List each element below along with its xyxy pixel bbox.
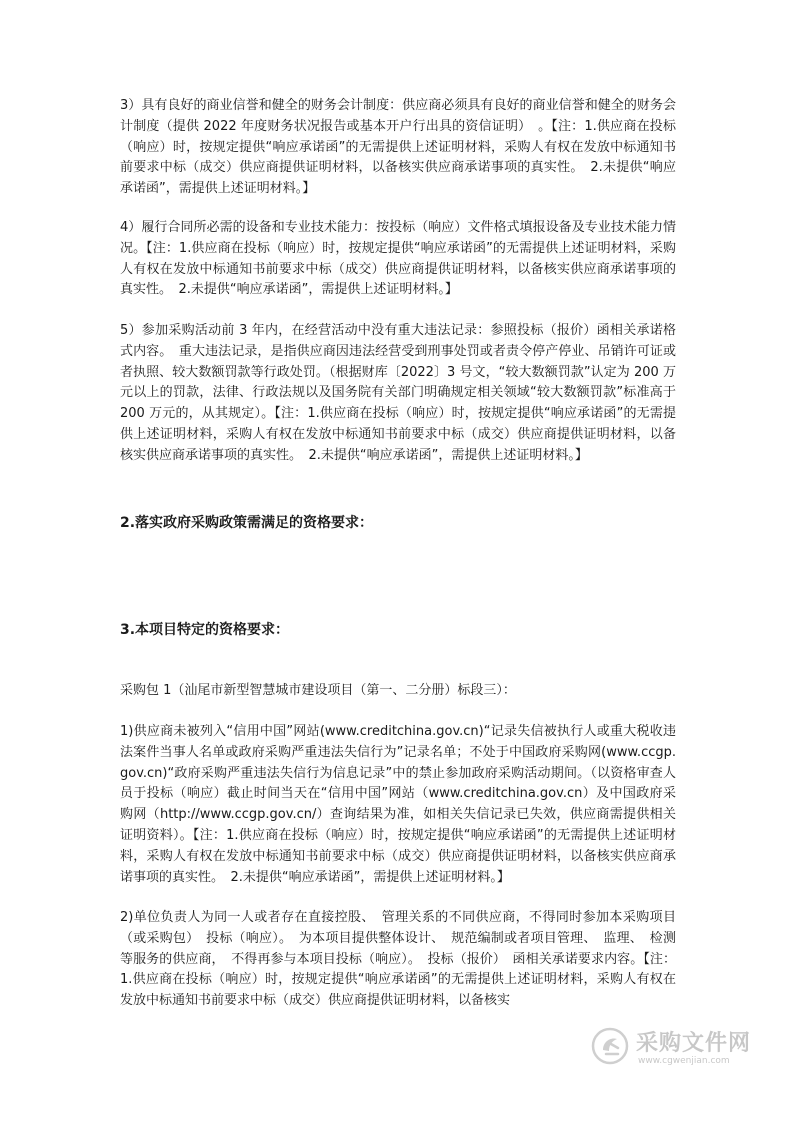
heading-policy-requirements: 2.落实政府采购政策需满足的资格要求： bbox=[120, 515, 374, 531]
requirement-item-credit: 1)供应商未被列入“信用中国”网站(www.creditchina.gov.cn)“记录失信被执行人或重大税收违法案件当事人名单或政府采购严重违法失信行为”记录名单；不处于中国政府采购网(www.ccgp.gov.cn)“政府采购严重违法失信行为信息记录”中的禁止参加政府采购活动期间。（以资格审查人员于投标（响应）截止时间当天在“信用中国”网站（www.creditchina.gov.cn）及中国政府采购网（http://www.ccgp.gov.cn/）查询结果为准，如相关失信记录已失效，供应商需提供相关证明资料）。【注：1.供应商在投标（响应）时，按规定提供“响应承诺函”的无需提供上述证明材料，采购人有权在发放中标通知书前要求中标（成交）供应商提供证明材料，以备核实供应商承诺事项的真实性。 2.未提供“响应承诺函”，需提供上述证明材料。】 bbox=[120, 724, 676, 885]
paragraph-no-violation-record: 5）参加采购活动前 3 年内，在经营活动中没有重大违法记录：参照投标（报价）函相关承诺格式内容。 重大违法记录，是指供应商因违法经营受到刑事处罚或者责令停产停业、吊销许可证或者执照、较大数额罚款等行政处罚。（根据财库〔2022〕3 号文，“较大数额罚款”认定为 200 万元以上的罚款，法律、行政法规以及国务院有关部门明确规定相关领域“较大数额罚款”标准高于 200 万元的，从其规定）。【注：1.供应商在投标（响应）时，按规定提供“响应承诺函”的无需提供上述证明材料，采购人有权在发放中标通知书前要求中标（成交）供应商提供证明材料，以备核实供应商承诺事项的真实性。 2.未提供“响应承诺函”，需提供上述证明材料。】 bbox=[120, 323, 676, 463]
watermark-url: www.cgwenjian.com bbox=[638, 1056, 730, 1066]
paragraph-financial-system: 3）具有良好的商业信誉和健全的财务会计制度：供应商必须具有良好的商业信誉和健全的财务会计制度（提供 2022 年度财务状况报告或基本开户行出具的资信证明） 。【注：1.供应商在投标（响应）时，按规定提供“响应承诺函”的无需提供上述证明材料，采购人有权在发放中标通知书前要求中标（成交）供应商提供证明材料，以备核实供应商承诺事项的真实性。 2.未提供“响应承诺函”，需提供上述证明材料。】 bbox=[120, 98, 676, 197]
requirement-item-affiliation: 2)单位负责人为同一人或者存在直接控股、 管理关系的不同供应商，不得同时参加本采购项目（或采购包） 投标（响应）。 为本项目提供整体设计、 规范编制或者项目管理、 监理、 检测等服务的供应商， 不得再参与本项目投标（响应）。 投标（报价） 函相关承诺要求内容。【注：1.供应商在投标（响应）时，按规定提供“响应承诺函”的无需提供上述证明材料，采购人有权在发放中标通知书前要求中标（成交）供应商提供证明材料，以备核实 bbox=[120, 910, 676, 1009]
heading-project-requirements: 3.本项目特定的资格要求： bbox=[120, 622, 290, 638]
watermark-title: 采购文件网 bbox=[636, 1031, 752, 1056]
package-title: 采购包 1（汕尾市新型智慧城市建设项目（第一、二分册）标段三）： bbox=[120, 683, 516, 698]
watermark-logo-icon bbox=[590, 1026, 630, 1066]
paragraph-equipment-capability: 4）履行合同所必需的设备和专业技术能力：按投标（响应）文件格式填报设备及专业技术能力情况。【注：1.供应商在投标（响应）时，按规定提供“响应承诺函”的无需提供上述证明材料，采购人有权在发放中标通知书前要求中标（成交）供应商提供证明材料，以备核实供应商承诺事项的真实性。 2.未提供“响应承诺函”，需提供上述证明材料。】 bbox=[120, 220, 676, 298]
watermark bbox=[590, 1024, 770, 1074]
